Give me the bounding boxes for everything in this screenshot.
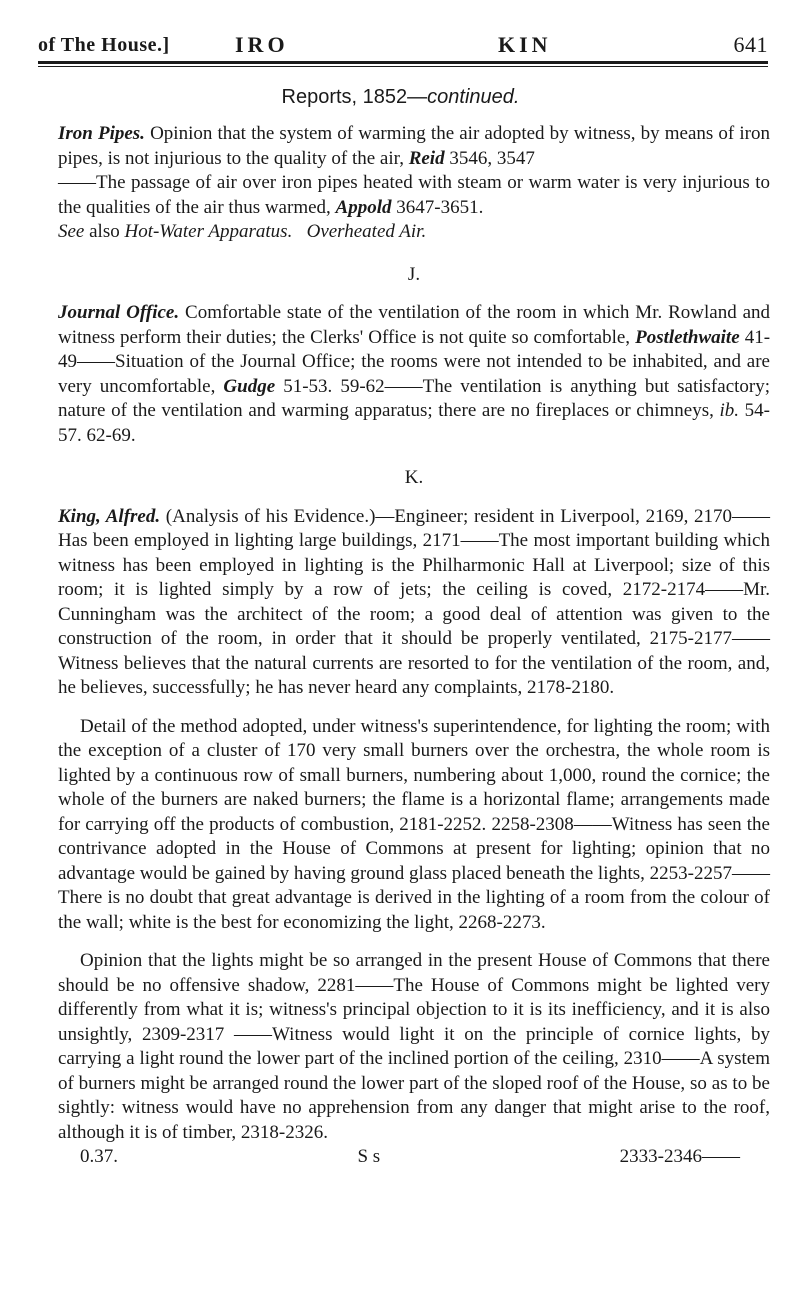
footer-right: 2333-2346—— (619, 1146, 740, 1167)
entry-king-alfred (58, 505, 770, 701)
page-number: 641 (733, 32, 768, 57)
entry-term: Journal Office. (58, 302, 180, 323)
page-footer (80, 1145, 740, 1170)
entry-text: (Analysis of his Evidence.)—Engineer; resident in Liverpool, 2169, 2170——Has been employed in lighting large buildings, 2171——The most important building which witness has been employed in lighting is the Philharmonic Hall at Liverpool; size of this room; it is lighted simply by a row of jets; the ceiling is coved, 2172-2174——Mr. Cunningham was the architect of the room; a good deal of attention was given to the construction of the room, in order that it should be properly ventilated, 2175-2177—— Witness believes that the natural currents are resorted to for the ventilation of the room, and, he believes, successfully; he has never heard any complaints, 2178-2180. (58, 505, 771, 698)
entry-king-alfred-detail: Detail of the method adopted, under witness's superintendence, for lighting the room; with the exception of a cluster of 170 very small burners over the orchestra, the whole room is lighted by a continuous row of small burners, numbering about 1,000, round the cornice; the whole of the burners are naked burners; the flame is a horizontal flame; arrangements made for carrying off the products of combustion, 2181-2252. 2258-2308——Witness has seen the contrivance adopted in the House of Commons at present for lighting; opinion that no advantage would be gained by having ground glass placed beneath the lights, 2253-2257——There is no doubt that great advantage is derived in the lighting of a room from the colour of the wall; white is the best for economizing the light, 2268-2273. (58, 715, 770, 933)
paragraph-gap (58, 701, 770, 715)
entry-text: ——The ventilation is anything but satisfactory; nature of the ventilation and warming apparatus; there are no fireplaces or chimneys, (58, 375, 771, 421)
entry-king-alfred-opinion: Opinion that the lights might be so arranged in the present House of Commons that there should be no offensive shadow, 2281——The House of Commons might be lighted very differently from what it is; witness's principal objection to it is its inefficiency, and it is also unsightly, 2309-2317 ——Witness would light it on the principle of cornice lights, by carrying a light round the lower part of the inclined portion of the ceiling, 2310——A system of burners might be arranged round the lower part of the sloped roof of the House, so as to be sightly: witness would have no apprehension from any danger that might arise to the roof, although it is of timber, 2318-2326. (58, 950, 770, 1143)
ref-numbers: 3647-3651. (396, 196, 484, 218)
witness-ref: Gudge (223, 375, 276, 397)
running-head-left: of The House.] (38, 34, 170, 56)
paragraph-gap (58, 935, 770, 949)
entry-text: ——The passage of air over iron pipes heated with steam or warm water is very injurious to the qualities of the air thus warmed, (58, 172, 770, 218)
signature-mark: S s (357, 1146, 381, 1167)
entry-iron-pipes (58, 122, 770, 245)
entry-term: Iron Pipes. (58, 123, 145, 144)
see-label: See (58, 221, 85, 242)
see-also-word: also (89, 221, 120, 242)
ref-numbers: 51-53. 59-62 (283, 375, 385, 397)
entry-text: ——Situation of the Journal Office; the rooms were not intended to be inhabited, and are very uncomfortable, (58, 351, 770, 397)
index-body (58, 122, 770, 1170)
ref-numbers: 3546, 3547 (449, 147, 535, 169)
witness-ref: Reid (408, 147, 445, 169)
section-subhead (0, 86, 801, 109)
ref-numbers: 41-49 (58, 326, 771, 372)
running-head-range-start: IRO (235, 32, 289, 57)
header-rule-thin (38, 66, 768, 67)
cross-reference: Hot-Water Apparatus. (124, 221, 293, 242)
cross-reference: Overheated Air. (306, 221, 427, 242)
running-head (38, 32, 768, 62)
ref-numbers: 54-57. 62-69. (58, 400, 770, 446)
running-head-range-end: KIN (498, 32, 552, 57)
subhead-reports: Reports, 1852— (281, 86, 428, 108)
entry-text: Comfortable state of the ventilation of the room in which Mr. Rowland and witness perform their duties; the Clerks' Office is not quite so comfortable, (58, 302, 771, 348)
witness-ref: ib. (719, 400, 740, 421)
header-rule-thick (38, 61, 768, 64)
witness-ref: Postlethwaite (635, 326, 740, 348)
entry-text: Opinion that the system of warming the air adopted by witness, by means of iron pipes, is not injurious to the quality of the air, (58, 123, 770, 169)
section-letter-k: K. (404, 467, 424, 488)
entry-journal-office (58, 301, 770, 448)
witness-ref: Appold (335, 196, 392, 218)
entry-term: King, Alfred. (58, 505, 161, 527)
section-letter-j: J. (407, 263, 421, 285)
subhead-continued: continued. (427, 86, 520, 108)
footer-left: 0.37. (80, 1146, 118, 1167)
